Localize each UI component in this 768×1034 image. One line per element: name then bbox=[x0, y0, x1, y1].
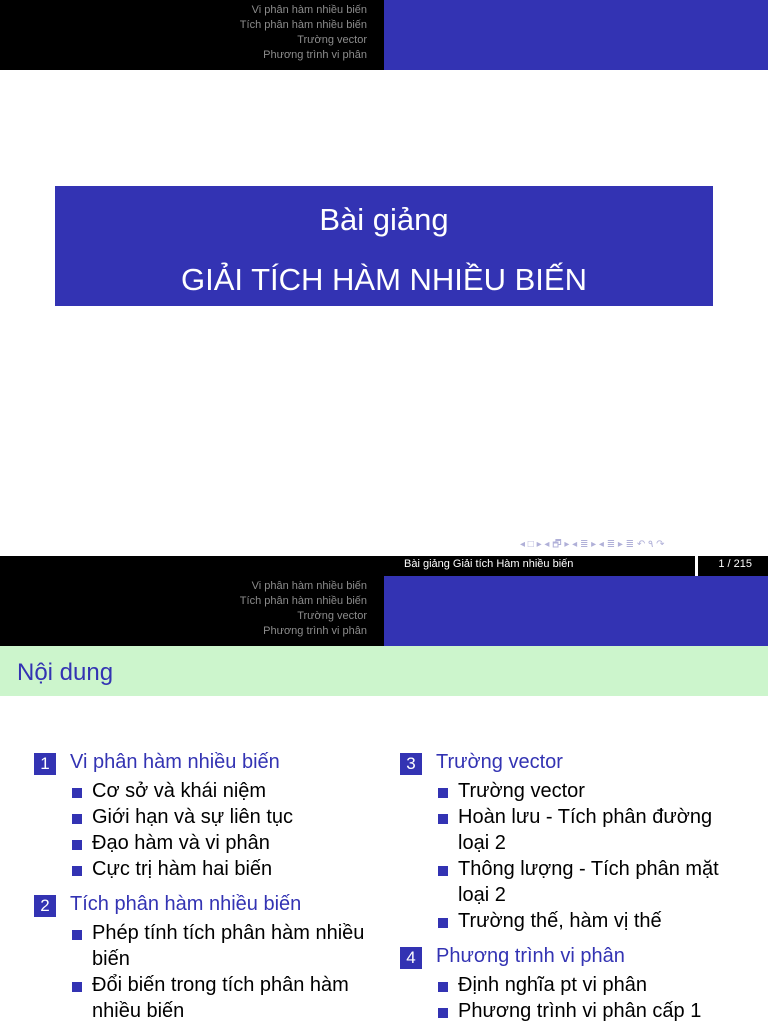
square-bullet-icon bbox=[72, 866, 82, 876]
toc-section-title[interactable]: Phương trình vi phân bbox=[436, 945, 625, 967]
square-bullet-icon bbox=[72, 930, 82, 940]
toc-subsection[interactable]: Trường vector bbox=[400, 778, 740, 804]
toc-subsection[interactable]: Đổi biến trong tích phân hàm nhiều biến bbox=[34, 972, 382, 1024]
header-left-panel bbox=[0, 0, 384, 70]
title-line-2: GIẢI TÍCH HÀM NHIỀU BIẾN bbox=[181, 262, 587, 297]
square-bullet-icon bbox=[438, 866, 448, 876]
slide1-header bbox=[0, 0, 768, 70]
section-nav bbox=[240, 0, 367, 63]
section-nav-item[interactable]: Vi phân hàm nhiều biến bbox=[251, 580, 367, 592]
header-left-panel bbox=[0, 576, 384, 646]
footer-left bbox=[0, 556, 396, 576]
slide-footer bbox=[0, 556, 768, 576]
beamer-nav-icons[interactable]: ◂ □ ▸ ◂ 🗗 ▸ ◂ ≣ ▸ ◂ ≣ ▸ ≣ ↶ ٩ ↷ bbox=[520, 539, 665, 550]
toc-subsection[interactable]: Hoàn lưu - Tích phân đường loại 2 bbox=[400, 804, 740, 856]
toc-subsection[interactable]: Phương trình vi phân cấp 1 bbox=[400, 998, 740, 1024]
section-nav-item[interactable]: Tích phân hàm nhiều biến bbox=[239, 19, 367, 31]
footer-title: Bài giảng Giải tích Hàm nhiều biến bbox=[404, 558, 574, 570]
toc-left-column bbox=[34, 750, 384, 1034]
square-bullet-icon bbox=[438, 982, 448, 992]
square-bullet-icon bbox=[438, 918, 448, 928]
square-bullet-icon bbox=[72, 788, 82, 798]
toc-section bbox=[400, 750, 740, 934]
section-nav-item[interactable]: Phương trình vi phân bbox=[263, 625, 367, 637]
section-nav-item[interactable]: Trường vector bbox=[297, 34, 367, 46]
toc-right-column bbox=[400, 750, 740, 1034]
section-number-badge: 4 bbox=[400, 947, 422, 969]
square-bullet-icon bbox=[72, 814, 82, 824]
toc-section-title[interactable]: Vi phân hàm nhiều biến bbox=[70, 751, 280, 773]
section-nav bbox=[240, 576, 367, 639]
square-bullet-icon bbox=[438, 814, 448, 824]
section-nav-item[interactable]: Trường vector bbox=[297, 610, 367, 622]
toc-subsection[interactable]: Cơ sở và khái niệm bbox=[34, 778, 384, 804]
section-number-badge: 1 bbox=[34, 753, 56, 775]
section-nav-item[interactable]: Phương trình vi phân bbox=[263, 49, 367, 61]
toc-section bbox=[34, 892, 384, 1024]
toc-subsection[interactable]: Trường thế, hàm vị thế bbox=[400, 908, 740, 934]
slide2-header bbox=[0, 576, 768, 646]
toc-section-title[interactable]: Tích phân hàm nhiều biến bbox=[70, 893, 302, 915]
header-right-panel bbox=[384, 0, 768, 70]
toc-subsection[interactable]: Thông lượng - Tích phân mặt loại 2 bbox=[400, 856, 740, 908]
header-right-panel bbox=[384, 576, 768, 646]
toc-subsection[interactable]: Cực trị hàm hai biến bbox=[34, 856, 384, 882]
toc-subsection[interactable]: Đạo hàm và vi phân bbox=[34, 830, 384, 856]
toc-subsection[interactable]: Phép tính tích phân hàm nhiều biến bbox=[34, 920, 382, 972]
square-bullet-icon bbox=[438, 1008, 448, 1018]
section-number-badge: 2 bbox=[34, 895, 56, 917]
section-nav-item[interactable]: Tích phân hàm nhiều biến bbox=[239, 595, 367, 607]
title-line-1: Bài giảng bbox=[319, 202, 449, 237]
frame-title: Nội dung bbox=[17, 659, 114, 686]
page-number: 1 / 215 bbox=[718, 558, 752, 570]
square-bullet-icon bbox=[72, 982, 82, 992]
square-bullet-icon bbox=[438, 788, 448, 798]
toc-subsection[interactable]: Giới hạn và sự liên tục bbox=[34, 804, 384, 830]
section-nav-item[interactable]: Vi phân hàm nhiều biến bbox=[251, 4, 367, 16]
footer-separator bbox=[695, 556, 698, 576]
title-box bbox=[55, 186, 713, 306]
frame-title-bar bbox=[0, 646, 768, 696]
toc-section bbox=[400, 944, 740, 1024]
section-number-badge: 3 bbox=[400, 753, 422, 775]
toc-section-title[interactable]: Trường vector bbox=[436, 751, 563, 773]
toc-subsection[interactable]: Định nghĩa pt vi phân bbox=[400, 972, 740, 998]
square-bullet-icon bbox=[72, 840, 82, 850]
toc-section bbox=[34, 750, 384, 882]
